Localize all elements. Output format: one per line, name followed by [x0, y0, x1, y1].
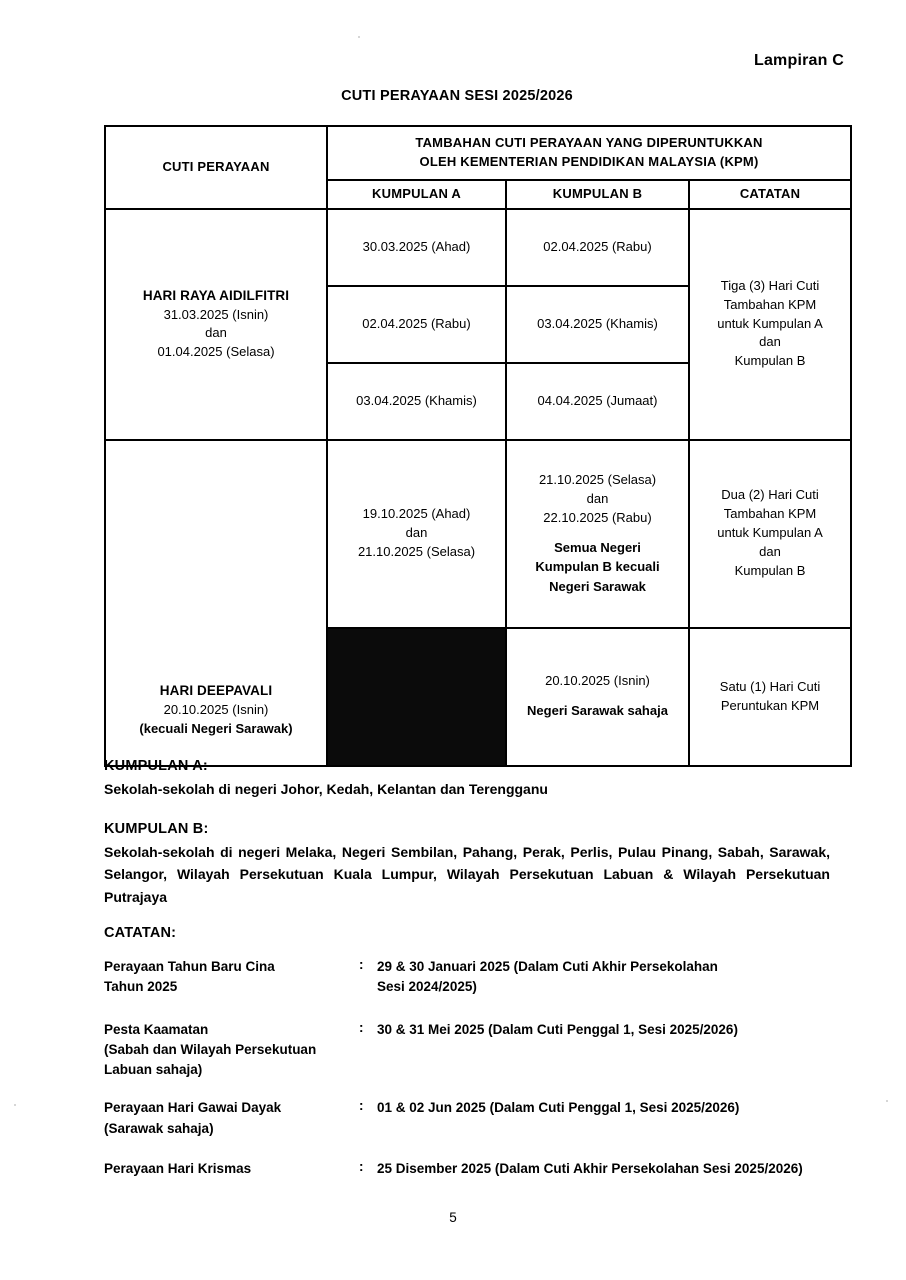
note-value [377, 1020, 884, 1040]
catatan-line-2: Tambahan KPM [723, 506, 817, 522]
note-value [377, 1159, 884, 1179]
table-head [105, 126, 851, 209]
note-label-line-2: (Sabah dan Wilayah Persekutuan [104, 1041, 317, 1057]
note-label-line-2: (Sarawak sahaja) [104, 1120, 214, 1136]
table-row [105, 209, 851, 286]
kumpulan-b-body: Sekolah-sekolah di negeri Melaka, Negeri Sembilan, Pahang, Perak, Perlis, Pulau Pinang, Sabah, Sarawak, Selangor, Wilayah Persekutuan Kuala Lumpur, Wilayah Persekutuan Labuan & Wilayah Persekutuan Putrajaya [104, 843, 830, 906]
header-kumpulan-a: KUMPULAN A [327, 180, 506, 209]
sarawak-kumpulan-b-date [506, 628, 689, 766]
scope-note-line-2: Kumpulan B kecuali [535, 559, 660, 575]
note-label [104, 957, 359, 998]
kumpulan-definitions [104, 758, 830, 909]
holiday-name: HARI DEEPAVALI [159, 683, 273, 699]
header-tambahan-span [327, 126, 851, 180]
catatan-heading: CATATAN: [104, 925, 177, 941]
aidilfitri-catatan-cell [689, 209, 851, 440]
holiday-name: HARI RAYA AIDILFITRI [142, 287, 290, 303]
note-label-line-2: Tahun 2025 [104, 979, 178, 995]
cuti-perayaan-table-wrapper [104, 125, 850, 767]
note-label-line-1: Pesta Kaamatan [104, 1021, 209, 1037]
sarawak-date: 20.10.2025 (Isnin) [545, 673, 650, 689]
scope-note-line-1: Semua Negeri [554, 539, 641, 555]
aidilfitri-kumpulan-b-date-3: 04.04.2025 (Jumaat) [506, 363, 689, 440]
note-value-line-1: 25 Disember 2025 (Dalam Cuti Akhir Persekolahan Sesi 2025/2026) [377, 1160, 803, 1176]
catatan-line-1: Satu (1) Hari Cuti [719, 678, 821, 694]
scan-speck [358, 36, 360, 38]
aidilfitri-kumpulan-a-date-1: 30.03.2025 (Ahad) [327, 209, 506, 286]
header-kumpulan-b: KUMPULAN B [506, 180, 689, 209]
page-number: 5 [449, 1210, 457, 1225]
holiday-deepavali-cell [105, 440, 327, 766]
note-colon: : [359, 957, 364, 972]
note-value [377, 1098, 884, 1118]
deepavali-b-line-1: 21.10.2025 (Selasa) [538, 472, 657, 488]
deepavali-kumpulan-a-dates [327, 440, 506, 628]
deepavali-a-line-1: 19.10.2025 (Ahad) [362, 506, 471, 522]
note-value-line-1: 30 & 31 Mei 2025 (Dalam Cuti Penggal 1, Sesi 2025/2026) [377, 1021, 738, 1037]
kumpulan-a-title: KUMPULAN A: [104, 758, 208, 774]
holiday-date-1: 20.10.2025 (Isnin) [163, 701, 269, 717]
deepavali-catatan-cell [689, 440, 851, 628]
catatan-line-3: untuk Kumpulan A [717, 525, 823, 541]
holiday-aidilfitri-cell [105, 209, 327, 440]
sarawak-scope-note: Negeri Sarawak sahaja [527, 703, 668, 719]
catatan-line-2: Peruntukan KPM [720, 697, 820, 713]
catatan-line-5: Kumpulan B [734, 562, 806, 578]
note-value-line-1: 29 & 30 Januari 2025 (Dalam Cuti Akhir Persekolahan [377, 959, 718, 974]
header-cuti-perayaan: CUTI PERAYAAN [105, 126, 327, 209]
cuti-perayaan-table [104, 125, 852, 767]
header-span-line1: TAMBAHAN CUTI PERAYAAN YANG DIPERUNTUKKAN [415, 135, 763, 150]
aidilfitri-kumpulan-a-date-3: 03.04.2025 (Khamis) [327, 363, 506, 440]
deepavali-b-scope-note [512, 538, 683, 597]
note-value-line-1: 01 & 02 Jun 2025 (Dalam Cuti Penggal 1, Sesi 2025/2026) [377, 1100, 740, 1116]
deepavali-kumpulan-b-dates [506, 440, 689, 628]
note-colon: : [359, 1158, 364, 1174]
note-label-line-3: Labuan sahaja) [104, 1062, 203, 1077]
catatan-line-2: Tambahan KPM [723, 296, 817, 312]
deepavali-b-conjunction: dan [586, 490, 609, 506]
note-colon: : [359, 1098, 364, 1114]
holiday-date-2: 01.04.2025 (Selasa) [157, 344, 275, 360]
table-body [105, 209, 851, 766]
note-label-line-1: Perayaan Hari Krismas [104, 1160, 252, 1176]
scan-speck [14, 1104, 16, 1106]
note-value-line-2: Sesi 2024/2025) [377, 979, 477, 995]
note-label-line-1: Perayaan Hari Gawai Dayak [104, 1100, 282, 1116]
deepavali-b-line-2: 22.10.2025 (Rabu) [543, 509, 652, 525]
sarawak-catatan-cell [689, 628, 851, 766]
deepavali-a-line-2: 21.10.2025 (Selasa) [357, 543, 476, 559]
table-header-row-1 [105, 126, 851, 180]
kumpulan-b-title: KUMPULAN B: [104, 820, 209, 837]
note-value [377, 957, 884, 998]
catatan-line-4: dan [759, 543, 781, 559]
table-row [105, 440, 851, 628]
holiday-conjunction: dan [205, 325, 227, 341]
catatan-line-1: Dua (2) Hari Cuti [721, 487, 819, 503]
note-label [104, 1098, 359, 1139]
kumpulan-a-body: Sekolah-sekolah di negeri Johor, Kedah, Kelantan dan Terengganu [104, 781, 548, 797]
aidilfitri-kumpulan-b-date-1: 02.04.2025 (Rabu) [506, 209, 689, 286]
catatan-line-1: Tiga (3) Hari Cuti [720, 277, 820, 293]
aidilfitri-kumpulan-b-date-2: 03.04.2025 (Khamis) [506, 286, 689, 363]
list-item [104, 1159, 884, 1179]
note-colon: : [359, 1019, 364, 1035]
header-catatan: CATATAN [689, 180, 851, 209]
scan-speck [886, 1100, 888, 1102]
aidilfitri-kumpulan-a-date-2: 02.04.2025 (Rabu) [327, 286, 506, 363]
catatan-line-4: dan [759, 334, 781, 350]
holiday-date-1: 31.03.2025 (Isnin) [163, 306, 269, 322]
list-item [104, 1020, 884, 1081]
scope-note-line-3: Negeri Sarawak [549, 578, 646, 594]
note-label [104, 1159, 359, 1179]
catatan-line-5: Kumpulan B [734, 353, 806, 369]
page-title: CUTI PERAYAAN SESI 2025/2026 [341, 88, 573, 104]
holiday-exception-note: (kecuali Negeri Sarawak) [139, 720, 293, 736]
header-span-line2: OLEH KEMENTERIAN PENDIDIKAN MALAYSIA (KPM) [419, 153, 759, 169]
list-item [104, 1098, 884, 1139]
note-label [104, 1020, 359, 1081]
deepavali-a-conjunction: dan [405, 525, 428, 541]
catatan-list [104, 957, 884, 1179]
note-label-line-1: Perayaan Tahun Baru Cina [104, 959, 275, 974]
list-item [104, 957, 884, 998]
deepavali-kumpulan-a-redacted-cell [327, 628, 506, 766]
lampiran-label: Lampiran C [753, 52, 844, 69]
catatan-line-3: untuk Kumpulan A [717, 315, 823, 331]
